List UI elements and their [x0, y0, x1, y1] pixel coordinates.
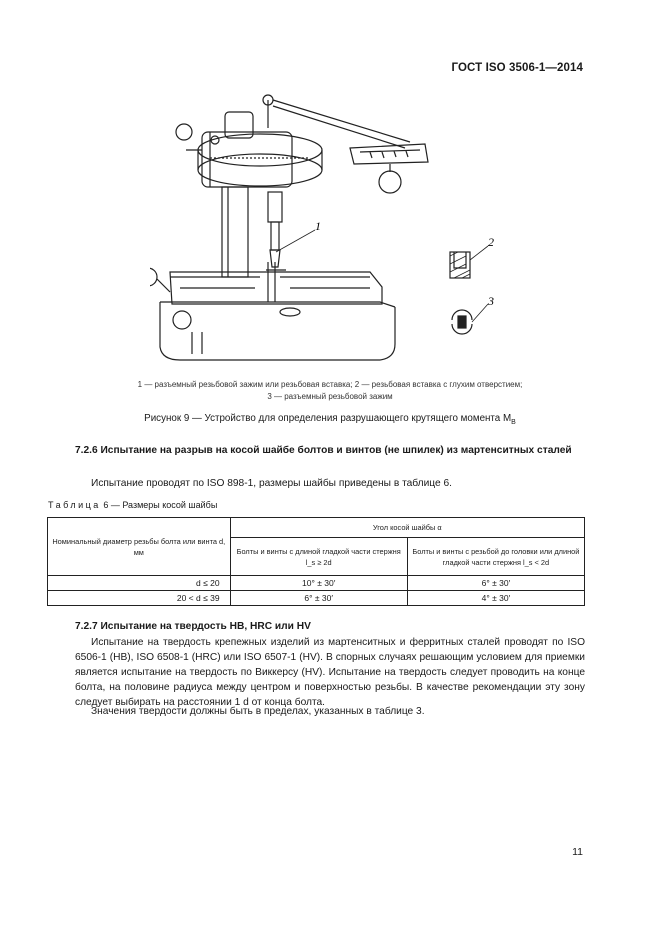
device-base [160, 262, 395, 360]
figure-caption [60, 413, 600, 426]
standard-designation: ГОСТ ISO 3506-1—2014 [451, 62, 583, 74]
table-caption-label: Таблица [48, 500, 101, 510]
header-long-shank: Болты и винты с длиной гладкой части стержня l_s ≥ 2d [230, 538, 407, 576]
device-head [176, 112, 322, 187]
figure-caption-subscript: B [511, 418, 516, 426]
section-7-2-7-paragraph-1: Испытание на твердость крепежных изделий из мартенситных и ферритных сталей проводят по ISO 6506-1 (HB), ISO 6508-1 (HRC) или ISO 6507-1 (HV). В спорных случаях решающим условием для приемки является испытание на твердость по Виккерсу (HV). Испытание на твердость следует проводить на конце болта, на половине радиуса между центром и поверхностью резьбы. В качестве рекомендации эту зону следует выбирать на расстоянии 1 d от конца болта. [75, 637, 585, 708]
device-column [222, 187, 248, 277]
callout-2: 2 [488, 235, 494, 249]
figure-legend-line-1: 1 — разъемный резьбовой зажим или резьбовая вставка; 2 — резьбовая вставка с глухим отверстием; [137, 380, 523, 389]
row-2-angle-short: 4° ± 30′ [407, 591, 584, 606]
header-short-shank: Болты и винты с резьбой до головки или длиной гладкой части стержня l_s < 2d [407, 538, 584, 576]
spindle [266, 192, 286, 270]
torque-test-device-figure [150, 92, 590, 378]
section-7-2-6-text: Испытание проводят по ISO 898-1, размеры шайбы приведены в таблице 6. [91, 478, 453, 489]
torque-lever [263, 95, 428, 193]
split-clamp-detail [452, 304, 488, 334]
row-2-angle-long: 6° ± 30′ [230, 591, 407, 606]
row-1-angle-long: 10° ± 30′ [230, 576, 407, 591]
figure-caption-text: Рисунок 9 — Устройство для определения разрушающего крутящего момента M [144, 413, 512, 424]
row-1-diameter: d ≤ 20 [48, 576, 231, 591]
insert-blind-hole-detail [450, 246, 488, 278]
callout-1: 1 [315, 219, 321, 233]
table-caption-number: 6 [103, 500, 109, 510]
section-7-2-6-title: 7.2.6 Испытание на разрыв на косой шайбе болтов и винтов (не шпилек) из мартенситных сталей [75, 445, 572, 456]
row-2-diameter: 20 < d ≤ 39 [48, 591, 231, 606]
handle-knob-left [150, 268, 157, 286]
section-7-2-7-title: 7.2.7 Испытание на твердость HB, HRC или HV [75, 621, 311, 632]
table-caption-title: — Размеры косой шайбы [110, 500, 218, 510]
row-1-angle-short: 6° ± 30′ [407, 576, 584, 591]
page-number: 11 [572, 846, 583, 858]
figure-legend-line-2: 3 — разъемный резьбовой зажим [267, 392, 393, 401]
callout-3: 3 [488, 294, 494, 308]
table-6-caption [48, 500, 217, 510]
header-nominal-diameter: Номинальный диаметр резьбы болта или винта d, мм [48, 518, 231, 576]
table-6 [47, 517, 585, 606]
header-angle-group: Угол косой шайбы α [230, 518, 584, 538]
section-7-2-7-paragraph-2: Значения твердости должны быть в пределах, указанных в таблице 3. [91, 706, 425, 717]
